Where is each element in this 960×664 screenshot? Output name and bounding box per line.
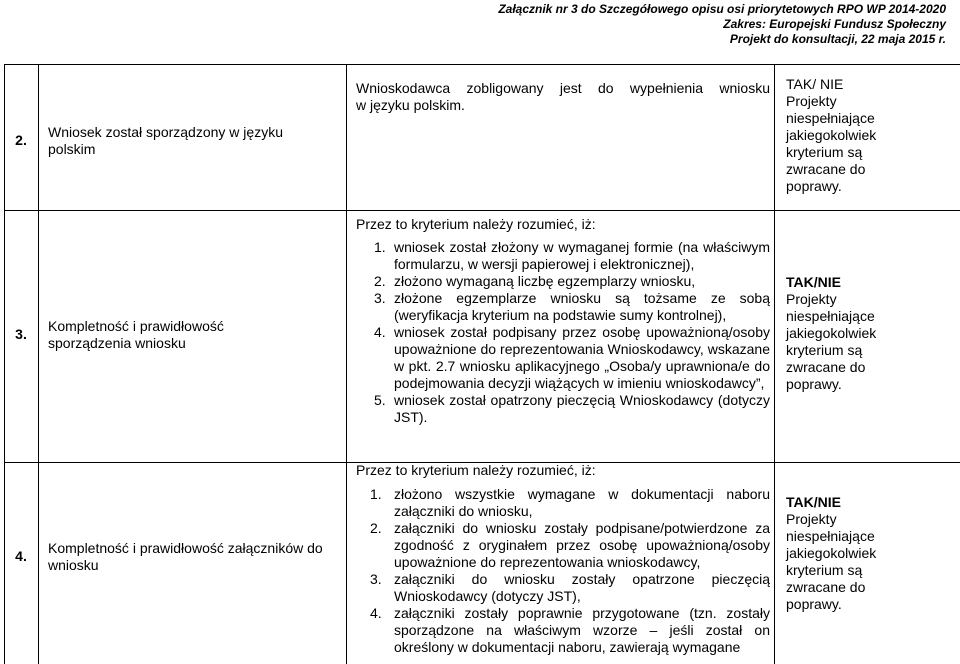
column-divider	[346, 64, 347, 664]
description-intro: Przez to kryterium należy rozumieć, iż:	[356, 216, 596, 232]
description-intro: Przez to kryterium należy rozumieć, iż:	[356, 462, 596, 478]
criteria-table	[0, 64, 960, 664]
verdict-text: Projekty niespełniające jakiegokolwiek kryterium są zwracane do poprawy.	[786, 511, 877, 612]
list-item: 4. wniosek został podpisany przez osobę upoważnioną/osoby upoważnione do reprezentowania Wnioskodawcy, wskazane w pkt. 2.7 wniosku aplikacyjnego „Osoba/y uprawniona/e do podejmowania decyzji wiążących w imieniu wnioskodawcy”,	[374, 324, 770, 391]
row-divider	[4, 210, 960, 211]
verdict-cell	[786, 76, 956, 195]
description-line: Wnioskodawca zobligowany jest do wypełnienia wniosku	[356, 80, 770, 96]
verdict-text: Projekty niespełniające jakiegokolwiek kryterium są zwracane do poprawy.	[786, 93, 877, 194]
list-item: 1. wniosek został złożony w wymaganej formie (na właściwym formularzu, w wersji papierowej i elektronicznej),	[374, 239, 770, 272]
description-line: w języku polskim.	[356, 97, 465, 113]
verdict-text: Projekty niespełniające jakiegokolwiek kryterium są zwracane do poprawy.	[786, 291, 877, 392]
criterion-description	[356, 216, 770, 426]
criterion-name: Kompletność i prawidłowość sporządzenia wniosku	[48, 318, 224, 351]
list-item: 4. załączniki zostały poprawnie przygotowane (tzn. zostały sporządzone na właściwym wzorze – jeśli został on określony w dokumentacji naboru, zawierają wymagane	[370, 605, 770, 655]
verdict-cell	[786, 274, 956, 393]
column-divider	[38, 64, 39, 664]
verdict-cell	[786, 494, 956, 613]
header-attachment-line: Załącznik nr 3 do Szczegółowego opisu osi priorytetowych RPO WP 2014-2020	[498, 2, 946, 16]
list-item: 1. złożono wszystkie wymagane w dokumentacji naboru załączniki do wniosku,	[370, 486, 770, 519]
criterion-description	[356, 462, 770, 656]
header-scope-line: Zakres: Europejski Fundusz Społeczny	[723, 17, 946, 31]
table-border-top	[4, 64, 960, 65]
header-status-line: Projekt do konsultacji, 22 maja 2015 r.	[729, 32, 946, 46]
list-item: 3. załączniki do wniosku zostały opatrzone pieczęcią Wnioskodawcy (dotyczy JST),	[370, 571, 770, 604]
list-item: 3. złożone egzemplarze wniosku są tożsame ze sobą (weryfikacja kryterium na podstawie sumy kontrolnej),	[374, 290, 770, 323]
verdict-title: TAK/NIE	[786, 274, 841, 290]
row-number: 2.	[15, 132, 27, 148]
list-item: 5. wniosek został opatrzony pieczęcią Wnioskodawcy (dotyczy JST).	[374, 392, 770, 425]
list-item: 2. złożono wymaganą liczbę egzemplarzy wniosku,	[374, 273, 696, 289]
row-number: 3.	[15, 326, 27, 342]
verdict-title: TAK/ NIE	[786, 76, 844, 92]
column-divider	[4, 64, 5, 664]
criterion-name: Wniosek został sporządzony w języku polskim	[48, 124, 283, 157]
criterion-description	[356, 80, 770, 114]
verdict-title: TAK/NIE	[786, 494, 841, 510]
row-number: 4.	[15, 548, 27, 564]
column-divider	[774, 64, 775, 664]
criterion-name: Kompletność i prawidłowość załączników do wniosku	[48, 540, 323, 573]
list-item: 2. załączniki do wniosku zostały podpisane/potwierdzone za zgodność z oryginałem przez osobę upoważnioną/osoby upoważnione do reprezentowania wnioskodawcy,	[370, 520, 770, 570]
document-header	[498, 2, 946, 47]
